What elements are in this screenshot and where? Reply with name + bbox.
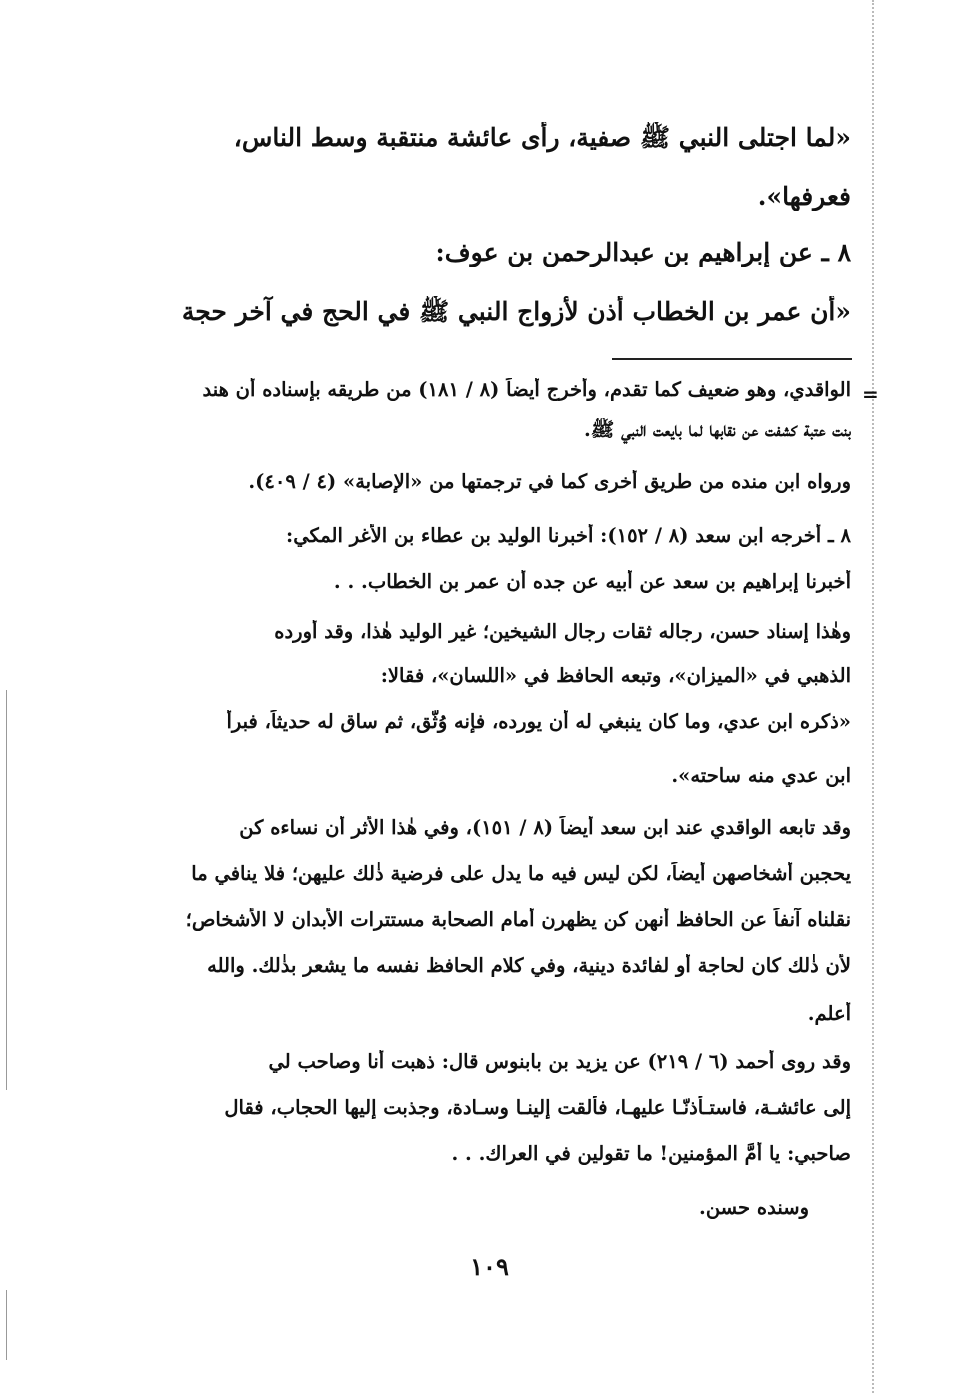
footnote-line: أعلم. <box>807 1002 851 1025</box>
footnote-line: لأن ذٰلك كان لحاجة أو لفائدة دينية، وفي كلام الحافظ نفسه ما يشعر بذٰلك. والله <box>207 954 851 977</box>
footnote-line: صاحبي: يا أمَّ المؤمنين! ما تقولين في العراك. . . <box>451 1142 851 1165</box>
footnote-quote-line: ابن عدي منه ساحته». <box>671 764 851 787</box>
page-number: ١٠٩ <box>470 1252 509 1281</box>
footnote-line: أخبرنا إبراهيم بن سعد عن أبيه عن جده أن عمر بن الخطاب. . . <box>333 570 851 593</box>
footnote-line: وسنده حسن. <box>699 1196 809 1219</box>
footnote-line: وقد تابعه الواقدي عند ابن سعد أيضاً (٨ / ١٥١)، وفي هٰذا الأثر أن نساءه كن <box>239 816 851 839</box>
main-text-line: «لما اجتلى النبي ﷺ صفية، رأى عائشة منتقبة وسط الناس، <box>233 123 851 152</box>
section-heading: ٨ ـ عن إبراهيم بن عبدالرحمن بن عوف: <box>435 238 851 267</box>
main-text-line: «أن عمر بن الخطاب أذن لأزواج النبي ﷺ في الحج في آخر حجة <box>181 297 851 326</box>
footnote-continuation-mark: = <box>862 382 879 406</box>
footnote-line: ٨ ـ أخرجه ابن سعد (٨ / ١٥٢): أخبرنا الوليد بن عطاء بن الأغر المكي: <box>286 524 851 547</box>
scan-edge-line <box>6 690 7 1090</box>
footnote-line: نقلناه آنفاً عن الحافظ أنهن كن يظهرن أمام الصحابة مستترات الأبدان لا الأشخاص؛ <box>185 908 851 931</box>
main-text-line: فعرفها». <box>757 182 851 211</box>
footnote-line: وهٰذا إسناد حسن، رجاله ثقات رجال الشيخين؛ غير الوليد هٰذا، وقد أورده <box>274 620 851 643</box>
footnote-line: يحجبن أشخاصهن أيضاً، لكن ليس فيه ما يدل على فرضية ذٰلك عليهن؛ فلا ينافي ما <box>191 862 851 885</box>
footnote-quote-line: «ذكره ابن عدي، وما كان ينبغي له أن يورده، فإنه وُثّق، ثم ساق له حديثاً، فبرأ <box>226 710 851 733</box>
footnote-line: الذهبي في «الميزان»، وتبعه الحافظ في «اللسان»، فقالا: <box>380 664 851 687</box>
footnote-line: إلى عائشـة، فاستـأذنّـا عليهـا، فألقت إلينـا وسـادة، وجذبت إليها الحجاب، فقال <box>224 1096 851 1119</box>
footnote-line: ورواه ابن منده من طريق أخرى كما في ترجمتها من «الإصابة» (٤ / ٤٠٩). <box>248 470 851 493</box>
footnote-line: وقد روى أحمد (٦ / ٢١٩) عن يزيد بن بابنوس قال: ذهبت أنا وصاحب لي <box>268 1050 851 1073</box>
scan-edge-line <box>6 1290 7 1360</box>
footnote-line: بنت عتبة كشفت عن نقابها لما بايعت النبي ﷺ. <box>583 418 851 441</box>
scan-fold-line <box>872 0 874 1393</box>
footnote-separator <box>612 358 852 360</box>
footnote-line: الواقدي، وهو ضعيف كما تقدم، وأخرج أيضاً (٨ / ١٨١) من طريقه بإسناده أن هند <box>202 378 851 401</box>
